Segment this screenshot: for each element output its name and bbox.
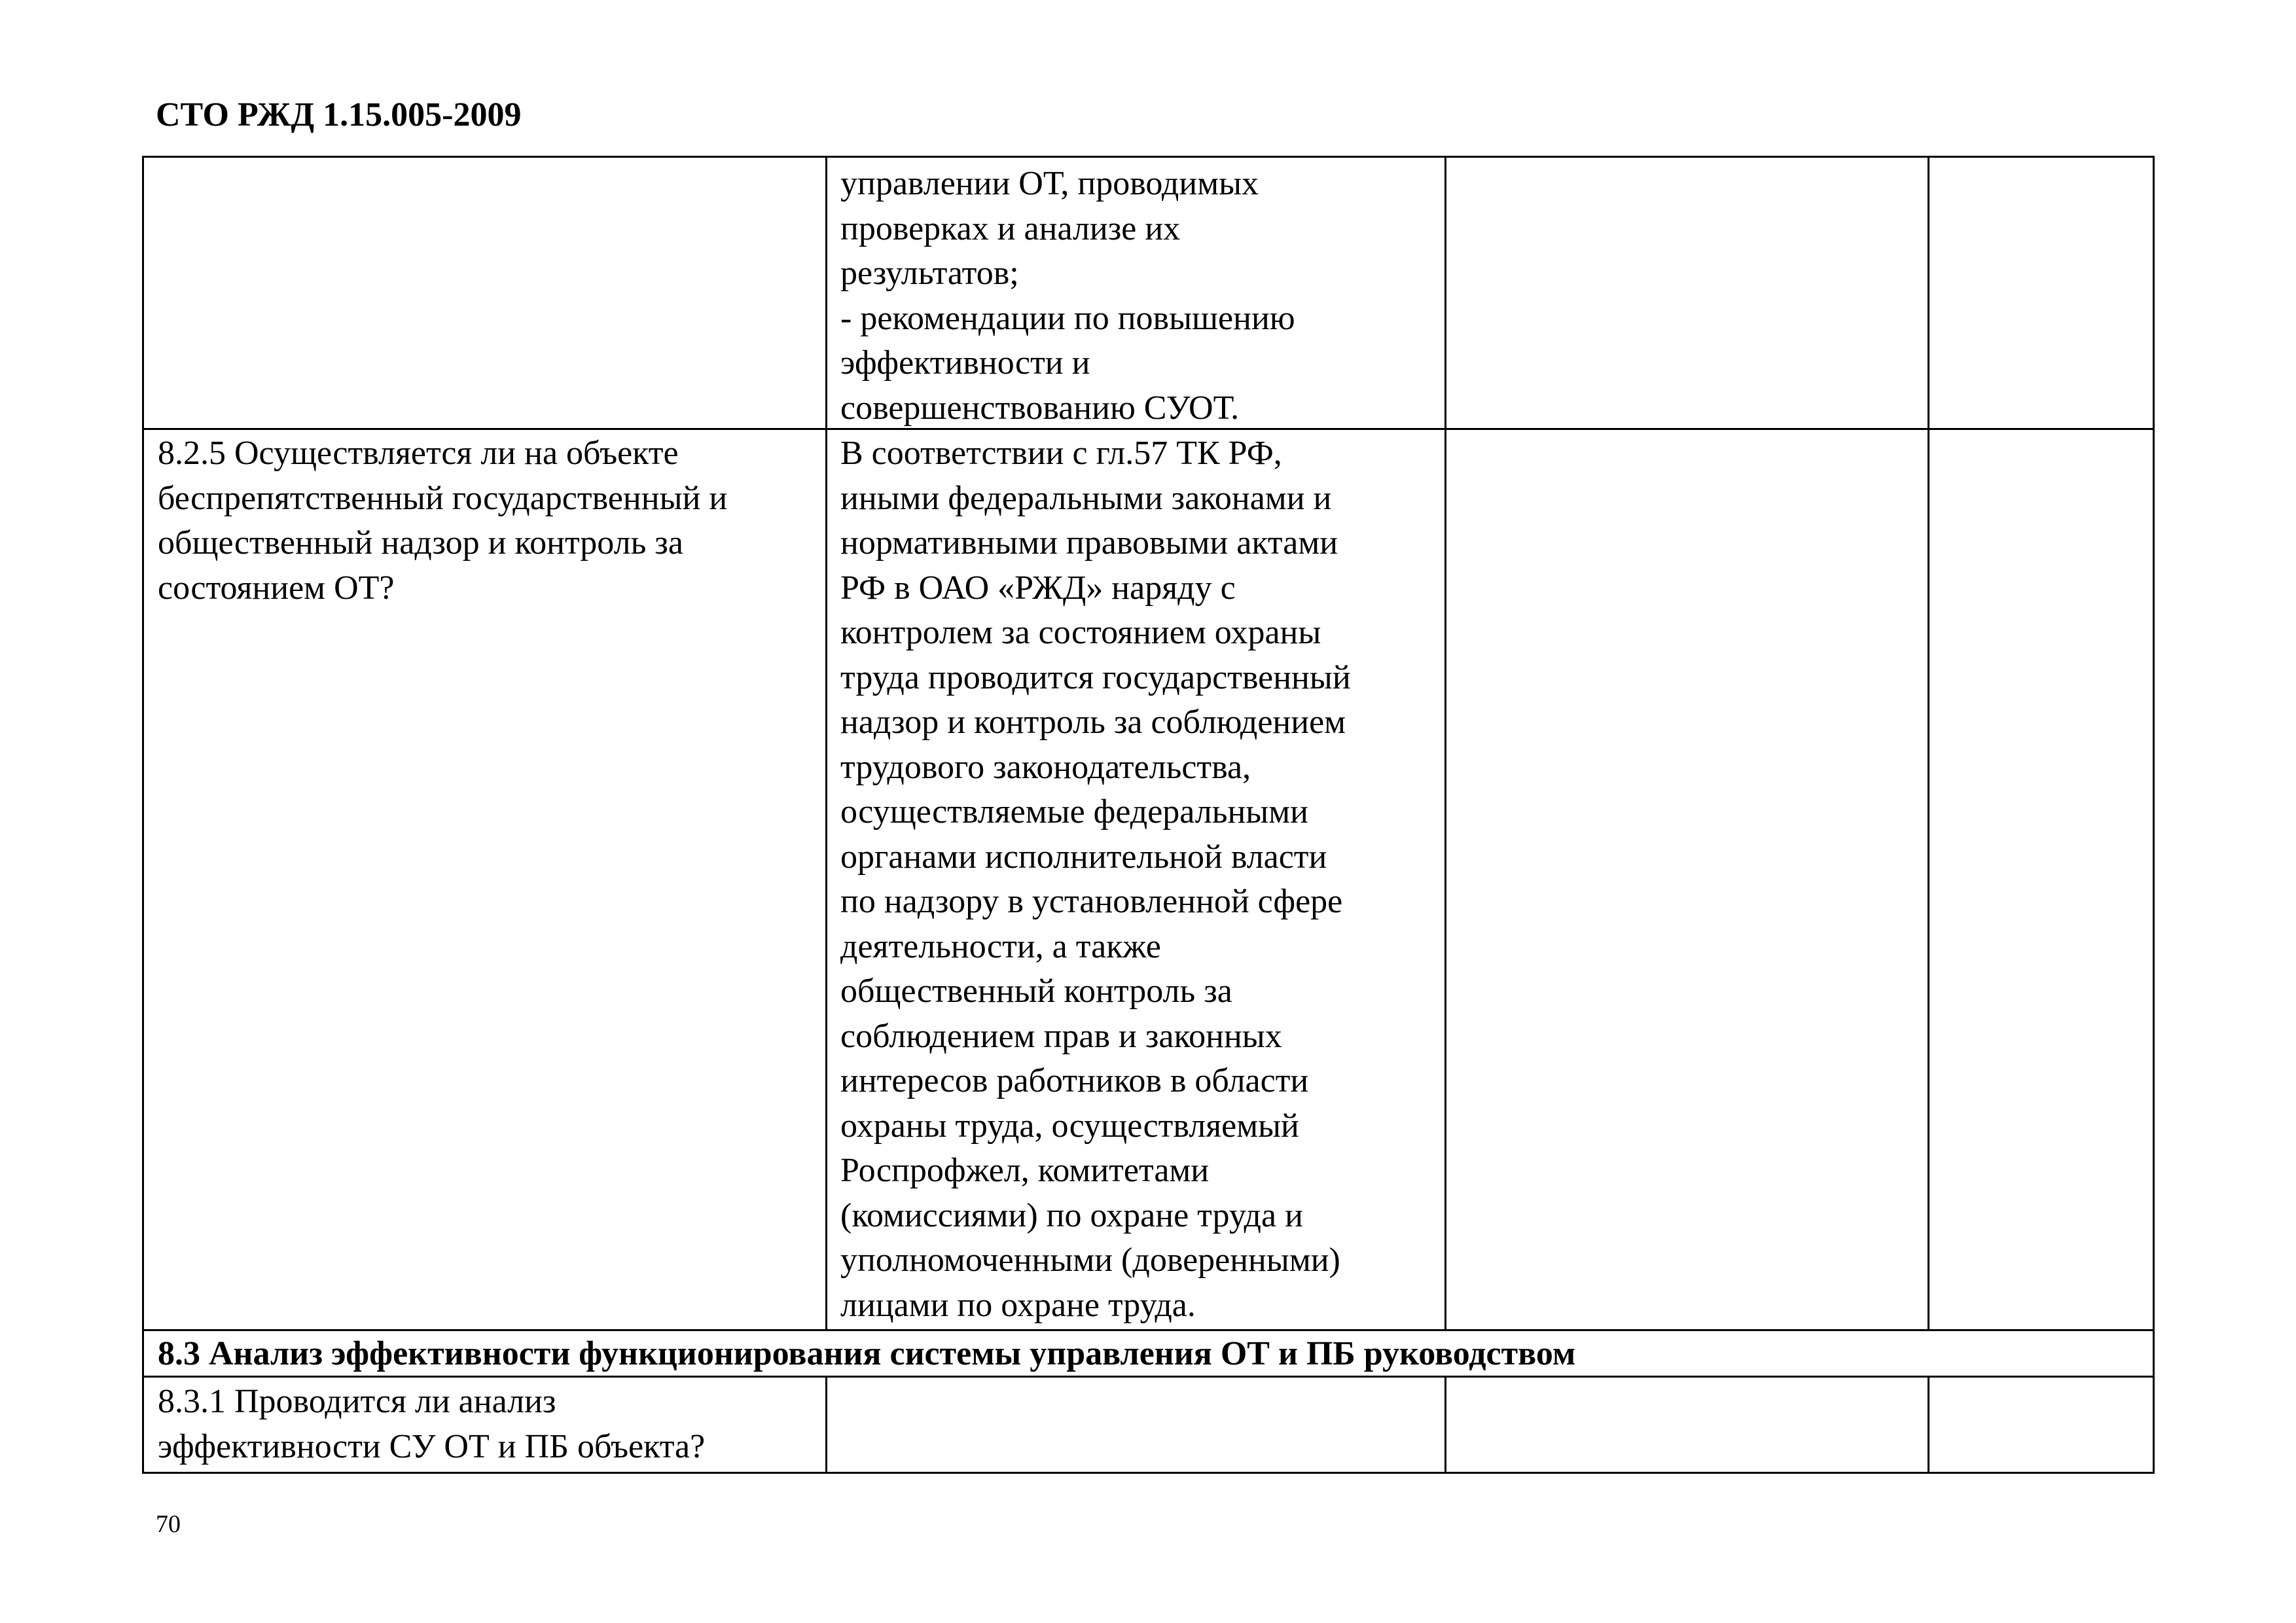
text-line: иными федеральными законами и <box>840 479 1332 517</box>
column-divider-1-lower <box>825 1378 827 1474</box>
text-line: Роспрофжел, комитетами <box>840 1152 1210 1189</box>
text-line: интересов работников в области <box>840 1062 1309 1099</box>
text-line: проверках и анализе их <box>840 209 1181 247</box>
document-header: СТО РЖД 1.15.005-2009 <box>156 96 522 134</box>
text-line: контролем за состоянием охраны <box>840 614 1321 651</box>
text-line: совершенствованию СУОТ. <box>840 389 1240 427</box>
text-line: управлении ОТ, проводимых <box>840 165 1259 202</box>
text-line: В соответствии с гл.57 ТК РФ, <box>840 435 1282 472</box>
section-heading: 8.3 Анализ эффективности функционирования системы управления ОТ и ПБ руководством <box>158 1335 1576 1372</box>
text-line: общественный контроль за <box>840 972 1232 1010</box>
column-divider-2 <box>1444 158 1446 1331</box>
column-divider-3-lower <box>1928 1378 1929 1474</box>
text-line: деятельности, а также <box>840 927 1161 965</box>
text-line: общественный надзор и контроль за <box>158 524 683 562</box>
text-line: результатов; <box>840 255 1019 292</box>
text-line: охраны труда, осуществляемый <box>840 1107 1299 1145</box>
row2-question-cell <box>158 431 727 611</box>
text-line: уполномоченными (доверенными) <box>840 1241 1340 1279</box>
text-line: - рекомендации по повышению <box>840 299 1295 337</box>
text-line: осуществляемые федеральными <box>840 793 1308 830</box>
row2-answer-cell <box>840 431 1351 1328</box>
text-line: надзор и контроль за соблюдением <box>840 704 1346 741</box>
checklist-table <box>142 156 2155 1474</box>
text-line: 8.2.5 Осуществляется ли на объекте <box>158 435 679 472</box>
column-divider-2-lower <box>1444 1378 1446 1474</box>
row1-answer-cell <box>840 162 1295 431</box>
text-line: по надзору в установленной сфере <box>840 883 1343 920</box>
text-line: 8.3.1 Проводится ли анализ <box>158 1383 556 1420</box>
row4-question-cell <box>158 1380 705 1469</box>
text-line: органами исполнительной власти <box>840 838 1327 876</box>
column-divider-3 <box>1928 158 1929 1331</box>
text-line: состоянием ОТ? <box>158 569 395 607</box>
page-number: 70 <box>156 1510 181 1538</box>
text-line: труда проводится государственный <box>840 658 1351 696</box>
text-line: беспрепятственный государственный и <box>158 479 728 517</box>
text-line: эффективности СУ ОТ и ПБ объекта? <box>158 1427 706 1465</box>
text-line: (комиссиями) по охране труда и <box>840 1196 1303 1234</box>
text-line: трудового законодательства, <box>840 748 1251 786</box>
text-line: нормативными правовыми актами <box>840 524 1338 562</box>
text-line: РФ в ОАО «РЖД» наряду с <box>840 569 1236 607</box>
column-divider-1 <box>825 158 827 1331</box>
row-divider-2 <box>144 1329 2153 1331</box>
text-line: эффективности и <box>840 344 1090 382</box>
text-line: соблюдением прав и законных <box>840 1017 1282 1055</box>
text-line: лицами по охране труда. <box>840 1286 1196 1324</box>
